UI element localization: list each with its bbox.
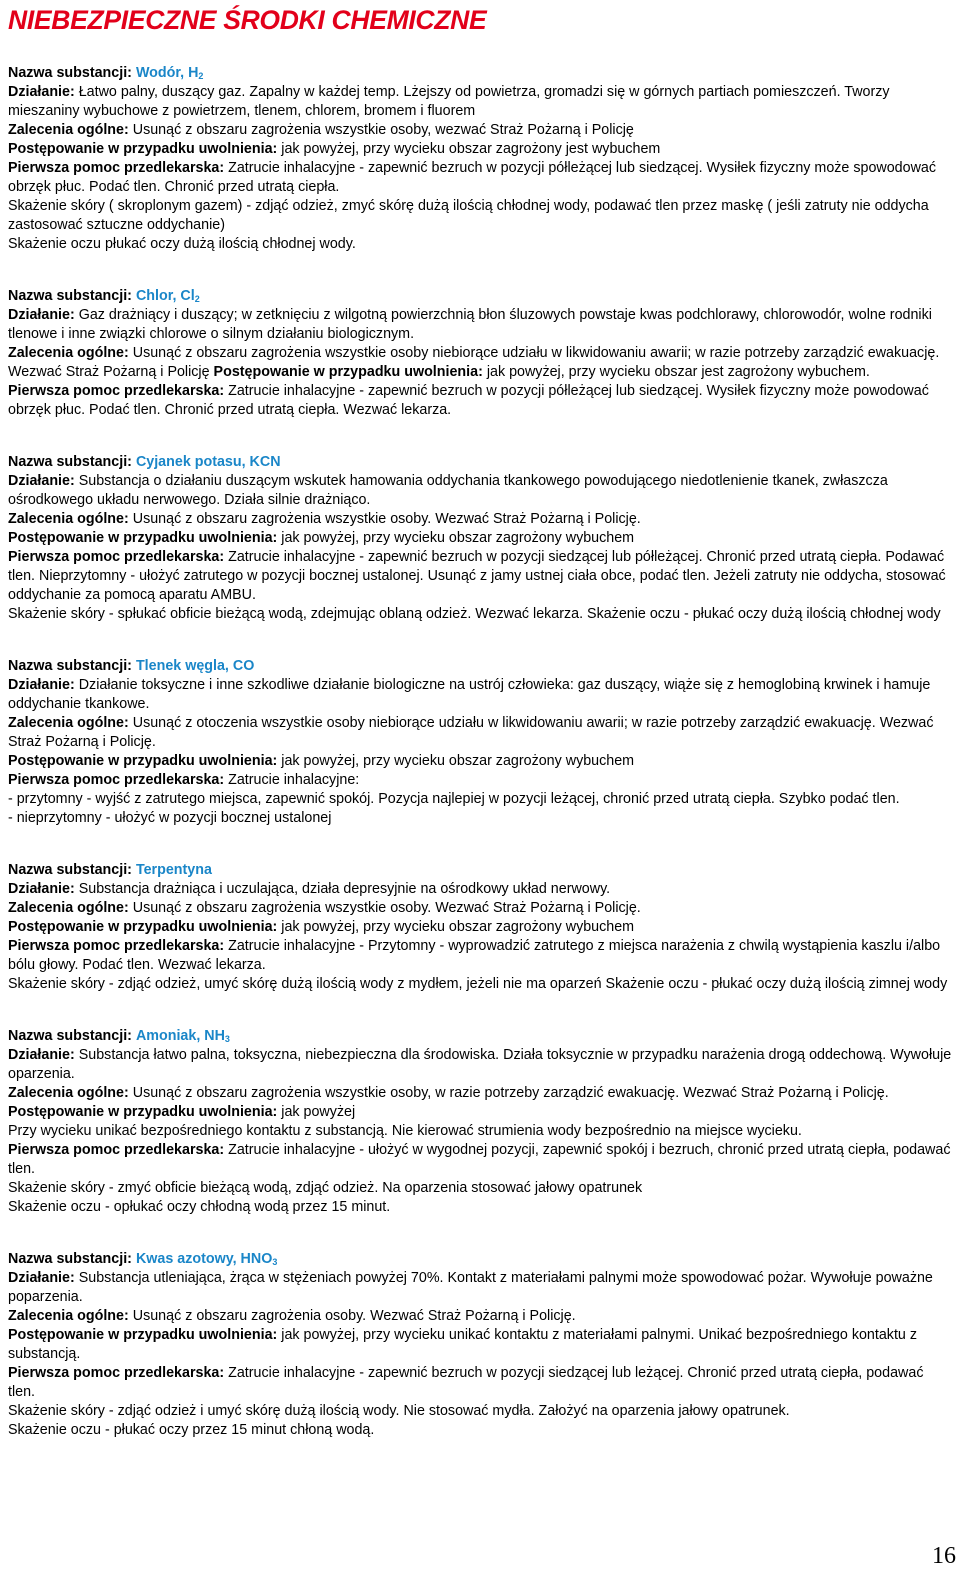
info-paragraph (8, 472, 952, 510)
substance-heading (8, 1250, 952, 1269)
info-paragraph (8, 235, 952, 254)
info-label: Zalecenia ogólne: (8, 1308, 129, 1324)
info-paragraph (8, 714, 952, 752)
info-label: Działanie: (8, 677, 75, 693)
info-paragraph (8, 752, 952, 771)
substance-formula-subscript: 3 (224, 1034, 230, 1044)
substance-name-label: Nazwa substancji: (8, 65, 132, 81)
substance-formula-subscript: 2 (198, 71, 204, 81)
info-paragraph (8, 880, 952, 899)
info-paragraph (8, 548, 952, 605)
substance-name-text: Cyjanek potasu, KCN (135, 454, 281, 470)
info-paragraph (8, 937, 952, 975)
info-text: Skażenie skóry - zdjąć odzież, umyć skórę dużą ilością wody z mydłem, jeżeli nie ma oparzeń Skażenie oczu - płukać oczy dużą ilością zimnej wody (8, 976, 948, 992)
info-paragraph (8, 121, 952, 140)
info-paragraph (8, 918, 952, 937)
info-text: Usunąć z obszaru zagrożenia wszystkie osoby, w razie potrzeby zarządzić ewakuację. Wezwać Straż Pożarną i Policję. (132, 1085, 889, 1101)
substance-heading (8, 453, 952, 472)
info-paragraph (8, 1046, 952, 1084)
info-label: Postępowanie w przypadku uwolnienia: (8, 919, 278, 935)
info-label: Działanie: (8, 84, 75, 100)
info-paragraph (8, 306, 952, 344)
info-label: Działanie: (8, 1270, 75, 1286)
substance-formula-subscript: 3 (272, 1257, 278, 1267)
substance-section (8, 657, 952, 828)
info-label: Pierwsza pomoc przedlekarska: (8, 160, 225, 176)
info-paragraph (8, 1421, 952, 1440)
substance-name-text: Wodór, H (135, 65, 199, 81)
info-text: Usunąć z obszaru zagrożenia wszystkie osoby niebiorące udziału w likwidowaniu awarii; w razie potrzeby zarządzić ewakuację. Wezwać Straż Pożarną i Policję (8, 345, 940, 380)
info-label: Pierwsza pomoc przedlekarska: (8, 1142, 225, 1158)
substance-name-label: Nazwa substancji: (8, 1251, 132, 1267)
substance-name-label: Nazwa substancji: (8, 862, 132, 878)
info-label: Zalecenia ogólne: (8, 715, 129, 731)
info-label: Zalecenia ogólne: (8, 345, 129, 361)
substance-name-label: Nazwa substancji: (8, 658, 132, 674)
substance-heading (8, 657, 952, 676)
info-paragraph (8, 510, 952, 529)
info-text: Gaz drażniący i duszący; w zetknięciu z wilgotną powierzchnią błon śluzowych powstaje kwas podchlorawy, chlorowodór, wolne rodniki tlenowe i inne związki chlorowe o silnym działaniu biologicznym. (8, 307, 932, 342)
info-text: jak powyżej, przy wycieku unikać kontaktu z materiałami palnymi. Unikać bezpośredniego kontaktu z substancją. (8, 1327, 917, 1362)
info-label: Zalecenia ogólne: (8, 900, 129, 916)
info-label: Pierwsza pomoc przedlekarska: (8, 549, 225, 565)
info-text: jak powyżej, przy wycieku obszar jest zagrożony wybuchem. (486, 364, 870, 380)
info-text: Skażenie skóry - zmyć obficie bieżącą wodą, zdjąć odzież. Na oparzenia stosować jałowy opatrunek (8, 1180, 643, 1196)
info-label: Pierwsza pomoc przedlekarska: (8, 938, 225, 954)
info-paragraph (8, 1326, 952, 1364)
info-label: Postępowanie w przypadku uwolnienia: (8, 141, 278, 157)
info-label: Pierwsza pomoc przedlekarska: (8, 1365, 225, 1381)
info-label: Postępowanie w przypadku uwolnienia: (8, 1327, 278, 1343)
info-label: Działanie: (8, 307, 75, 323)
substance-section (8, 861, 952, 994)
substances-list (8, 64, 952, 1473)
info-paragraph (8, 1364, 952, 1402)
substance-name (136, 65, 204, 81)
info-text: Zatrucie inhalacyjne - zapewnić bezruch w pozycji półleżącej lub siedzącej. Wysiłek fizyczny może spowodować obrzęk płuc. Podać tlen. Chronić przed utratą ciepła. (8, 160, 937, 195)
substance-name (136, 454, 281, 470)
info-label: Pierwsza pomoc przedlekarska: (8, 772, 225, 788)
info-paragraph (8, 1198, 952, 1217)
substance-name-label: Nazwa substancji: (8, 288, 132, 304)
info-label: Działanie: (8, 473, 75, 489)
info-text: - nieprzytomny - ułożyć w pozycji bocznej ustalonej (8, 810, 332, 826)
info-text: Usunąć z obszaru zagrożenia osoby. Wezwać Straż Pożarną i Policję. (132, 1308, 576, 1324)
info-paragraph (8, 1402, 952, 1421)
info-paragraph (8, 140, 952, 159)
info-text: jak powyżej, przy wycieku obszar zagrożony wybuchem (281, 530, 635, 546)
substance-name-text: Kwas azotowy, HNO (135, 1251, 273, 1267)
info-paragraph (8, 975, 952, 994)
substance-heading (8, 861, 952, 880)
substance-section (8, 287, 952, 420)
substance-section (8, 453, 952, 624)
info-label: Działanie: (8, 1047, 75, 1063)
substance-section (8, 64, 952, 254)
info-paragraph (8, 676, 952, 714)
info-paragraph (8, 382, 952, 420)
substance-heading (8, 287, 952, 306)
info-text: jak powyżej, przy wycieku obszar zagrożony jest wybuchem (281, 141, 661, 157)
info-text: Skażenie skóry - zdjąć odzież i umyć skórę dużą ilością wody. Nie stosować mydła. Założyć na oparzenia jałowy opatrunek. (8, 1403, 790, 1419)
info-text: Skażenie oczu płukać oczy dużą ilością chłodnej wody. (8, 236, 356, 252)
info-text: Substancja łatwo palna, toksyczna, niebezpieczna dla środowiska. Działa toksycznie w przypadku narażenia drogą oddechową. Wywołuje oparzenia. (8, 1047, 952, 1082)
info-text: Skażenie skóry ( skroplonym gazem) - zdjąć odzież, zmyć skórę dużą ilością chłodnej wody, podawać tlen przez maskę ( jeśli zatruty nie oddycha zastosować sztuczne oddychanie) (8, 198, 929, 233)
info-paragraph (8, 1307, 952, 1326)
info-paragraph (8, 159, 952, 197)
info-text: Skażenie skóry - spłukać obficie bieżącą wodą, zdejmując oblaną odzież. Wezwać lekarza. Skażenie oczu - płukać oczy dużą ilością chłodnej wody (8, 606, 941, 622)
info-paragraph (8, 197, 952, 235)
page-number: 16 (932, 1543, 956, 1569)
info-label: Zalecenia ogólne: (8, 511, 129, 527)
info-text: jak powyżej, przy wycieku obszar zagrożony wybuchem (281, 919, 635, 935)
info-paragraph (8, 809, 952, 828)
info-text: Substancja utleniająca, żrąca w stężeniach powyżej 70%. Kontakt z materiałami palnymi może spowodować pożar. Wywołuje poważne poparzenia. (8, 1270, 933, 1305)
info-text: Usunąć z otoczenia wszystkie osoby niebiorące udziału w likwidowaniu awarii; w razie potrzeby zarządzić ewakuację. Wezwać Straż Pożarną i Policję. (8, 715, 934, 750)
substance-name-text: Amoniak, NH (135, 1028, 225, 1044)
info-text: Zatrucie inhalacyjne - zapewnić bezruch w pozycji siedzącej lub leżącej. Chronić przed utratą ciepła, podawać tlen. (8, 1365, 924, 1400)
info-paragraph (8, 83, 952, 121)
info-text: Zatrucie inhalacyjne - zapewnić bezruch w pozycji półleżącej lub siedzącej. Wysiłek fizyczny może powodować obrzęk płuc. Podać tlen. Chronić przed utratą ciepła. Wezwać lekarza. (8, 383, 929, 418)
info-text: Zatrucie inhalacyjne - ułożyć w wygodnej pozycji, zapewnić spokój i bezruch, chronić przed utratą ciepła, podawać tlen. (8, 1142, 951, 1177)
info-label: Pierwsza pomoc przedlekarska: (8, 383, 225, 399)
substance-name (136, 288, 200, 304)
info-text: Substancja drażniąca i uczulająca, działa depresyjnie na ośrodkowy układ nerwowy. (78, 881, 611, 897)
substance-section (8, 1250, 952, 1440)
info-label: Postępowanie w przypadku uwolnienia: (8, 753, 278, 769)
substance-name-text: Chlor, Cl (135, 288, 195, 304)
info-text: Substancja o działaniu duszącym wskutek hamowania oddychania tkankowego powodującego niedotlenienie tkanek, zwłaszcza ośrodkowego układu nerwowego. Działa silnie drażniąco. (8, 473, 888, 508)
info-paragraph (8, 529, 952, 548)
substance-name (136, 658, 254, 674)
substance-section (8, 1027, 952, 1217)
info-paragraph (8, 790, 952, 809)
page-title: NIEBEZPIECZNE ŚRODKI CHEMICZNE (8, 5, 487, 35)
substance-name-label: Nazwa substancji: (8, 454, 132, 470)
substance-name-label: Nazwa substancji: (8, 1028, 132, 1044)
info-text: Zatrucie inhalacyjne - Przytomny - wyprowadzić zatrutego z miejsca narażenia z chwilą wystąpienia kaszlu i/albo bólu głowy. Podać tlen. Wezwać lekarza. (8, 938, 941, 973)
info-paragraph (8, 1141, 952, 1179)
info-paragraph (8, 1179, 952, 1198)
info-label: Postępowanie w przypadku uwolnienia: (8, 530, 278, 546)
info-text: Skażenie oczu - płukać oczy przez 15 minut chłoną wodą. (8, 1422, 375, 1438)
substance-heading (8, 64, 952, 83)
substance-name-text: Terpentyna (135, 862, 212, 878)
info-text: Skażenie oczu - opłukać oczy chłodną wodą przez 15 minut. (8, 1199, 391, 1215)
substance-name (136, 1251, 277, 1267)
info-paragraph (8, 1084, 952, 1103)
info-text: Usunąć z obszaru zagrożenia wszystkie osoby. Wezwać Straż Pożarną i Policję. (132, 511, 641, 527)
info-text: Zatrucie inhalacyjne - zapewnić bezruch w pozycji siedzącej lub półleżącej. Chronić przed utratą ciepła. Podawać tlen. Nieprzytomny - ułożyć zatrutego w pozycji bocznej ustalonej. Usunąć z jamy ustnej ciała obce, podać tlen. Jeżeli zatruty nie oddycha, stosować oddychanie za pomocą aparatu AMBU. (8, 549, 946, 603)
info-text: Łatwo palny, duszący gaz. Zapalny w każdej temp. Lżejszy od powietrza, gromadzi się w górnych partiach pomieszczeń. Tworzy mieszaniny wybuchowe z powietrzem, tlenem, chlorem, bromem i fluorem (8, 84, 890, 119)
info-text: - przytomny - wyjść z zatrutego miejsca, zapewnić spokój. Pozycja najlepiej w pozycji leżącej, chronić przed utratą ciepła. Szybko podać tlen. (8, 791, 900, 807)
info-label: Działanie: (8, 881, 75, 897)
substance-heading (8, 1027, 952, 1046)
info-paragraph (8, 1103, 952, 1122)
info-text: Działanie toksyczne i inne szkodliwe działanie biologiczne na ustrój człowieka: gaz duszący, wiąże się z hemoglobiną krwinek i hamuje oddychanie tkankowe. (8, 677, 931, 712)
info-label: Zalecenia ogólne: (8, 122, 129, 138)
substance-formula-subscript: 2 (194, 294, 200, 304)
substance-name (136, 862, 212, 878)
info-label: Postępowanie w przypadku uwolnienia: (8, 1104, 278, 1120)
info-label: Zalecenia ogólne: (8, 1085, 129, 1101)
info-label: Postępowanie w przypadku uwolnienia: (213, 364, 483, 380)
info-paragraph (8, 1269, 952, 1307)
info-paragraph (8, 1122, 952, 1141)
info-paragraph (8, 605, 952, 624)
info-text: Usunąć z obszaru zagrożenia wszystkie osoby. Wezwać Straż Pożarną i Policję. (132, 900, 641, 916)
info-text: Przy wycieku unikać bezpośredniego kontaktu z substancją. Nie kierować strumienia wody bezpośrednio na miejsce wycieku. (8, 1123, 802, 1139)
info-paragraph (8, 771, 952, 790)
info-paragraph (8, 899, 952, 918)
substance-name (136, 1028, 230, 1044)
info-paragraph (8, 344, 952, 382)
info-text: Usunąć z obszaru zagrożenia wszystkie osoby, wezwać Straż Pożarną i Policję (132, 122, 634, 138)
info-text: jak powyżej (281, 1104, 356, 1120)
info-text: Zatrucie inhalacyjne: (228, 772, 360, 788)
substance-name-text: Tlenek węgla, CO (135, 658, 255, 674)
info-text: jak powyżej, przy wycieku obszar zagrożony wybuchem (281, 753, 635, 769)
